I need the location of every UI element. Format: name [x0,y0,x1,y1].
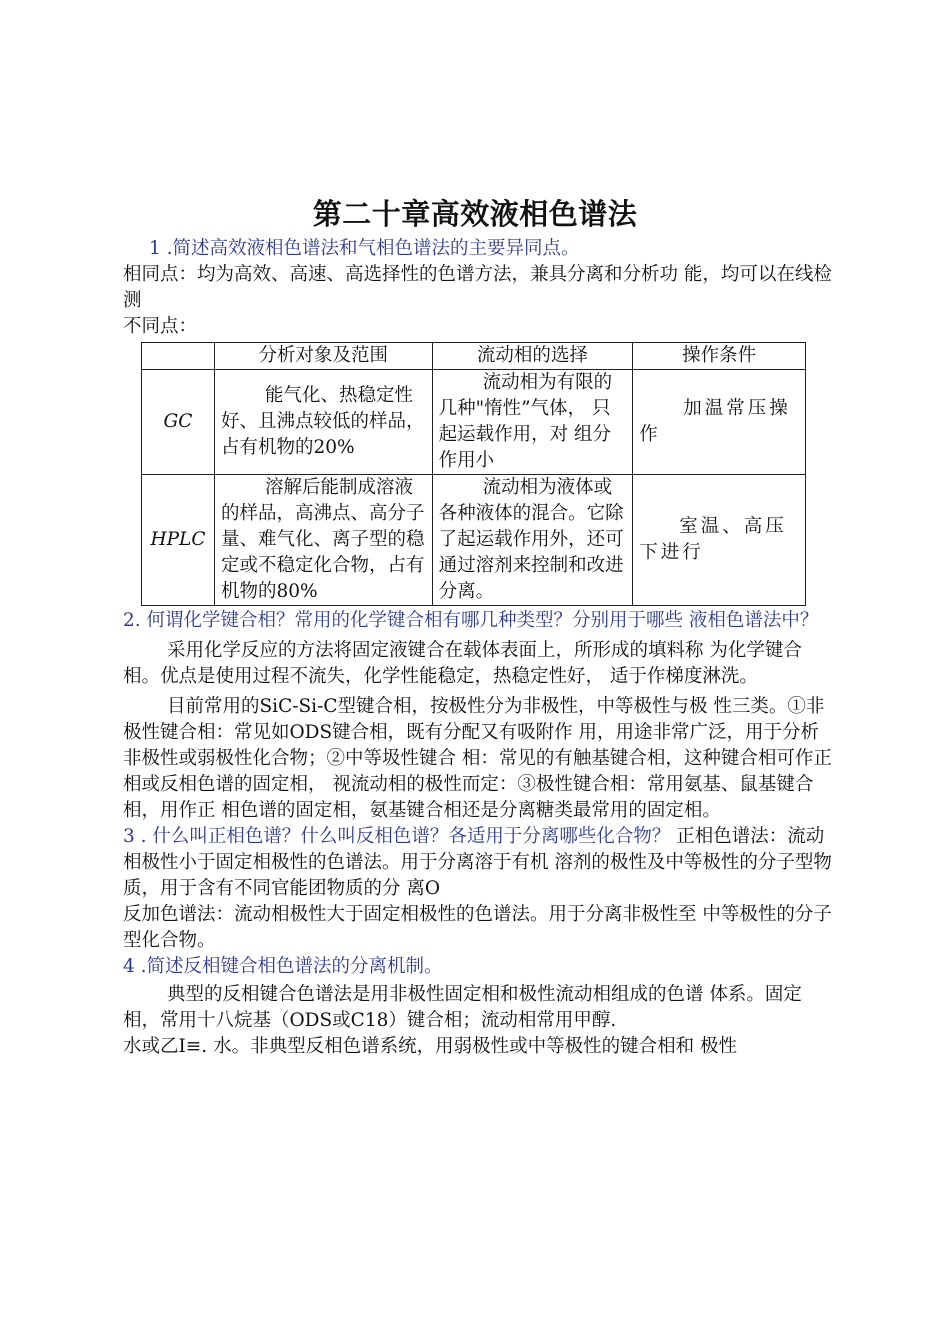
table-row [142,475,806,606]
q4-answer-paragraph-1: 典型的反相键合色谱法是用非极性固定相和极性流动相组成的色谱 体系。固定相，常用十八烷基（ODS或C18）键合相；流动相常用甲醇. [123,984,802,1031]
gc-scope-cell: 能气化、热稳定性好、且沸点较低的样品，占有机物的20% [214,370,432,475]
q4-answer-paragraph-2: 水或乙I≡. 水。非典型反相色谱系统，用弱极性或中等极性的键合相和 极性 [123,1036,737,1057]
table-header-conditions: 操作条件 [633,343,806,370]
q3-block [123,824,833,902]
comparison-table [141,342,806,606]
q1-same-points: 相同点：均为高效、高速、高选择性的色谱方法，兼具分离和分析功 能，均可以在线检测 [123,264,832,311]
q2-answer-paragraph-1: 采用化学反应的方法将固定液键合在载体表面上，所形成的填料称 为化学键合相。优点是使用过程不流失，化学性能稳定，热稳定性好， 适于作梯度淋洗。 [123,640,802,687]
document-body [123,236,833,1060]
hplc-mobile-cell: 流动相为液体或各种液体的混合。它除了起运载作用外，还可通过溶剂来控制和改进分离。 [432,475,633,606]
page-title: 第二十章高效液相色谱法 [312,197,638,231]
table-row [142,370,806,475]
question-3: 3 . 什么叫正相色谱？什么叫反相色谱？各适用于分离哪些化合物？ [123,826,671,847]
question-4: 4 .简述反相键合相色谱法的分离机制。 [123,956,443,977]
table-header-corner [142,343,215,370]
gc-condition-cell: 加温常压操作 [633,370,806,475]
q3-answer-normal-phase: 正相色谱法：流动相极性小于固定相极性的色谱法。用于分离溶于有机 溶剂的极性及中等极性的分子型物质，用于含有不同官能团物质的分 离O [123,826,832,899]
q1-diff-label: 不同点： [123,316,198,337]
question-1: 1 .简述高效液相色谱法和气相色谱法的主要异同点。 [149,238,580,259]
row-label-gc: GC [142,370,215,475]
table-header-mobile-phase: 流动相的选择 [432,343,633,370]
gc-mobile-cell: 流动相为有限的几种"惰性”气体， 只起运载作用，对 组分作用小 [432,370,633,475]
table-header-row [142,343,806,370]
row-label-hplc: HPLC [142,475,215,606]
table-header-scope: 分析对象及范围 [214,343,432,370]
q3-answer-reverse-phase: 反加色谱法：流动相极性大于固定相极性的色谱法。用于分离非极性至 中等极性的分子型化合物。 [123,904,832,951]
hplc-condition-cell: 室温、高压下进行 [633,475,806,606]
question-2: 2. 何谓化学键合相？常用的化学键合相有哪几种类型？分别用于哪些 液相色谱法中？ [123,610,819,631]
q2-answer-paragraph-2: 目前常用的SiC-Si-C型键合相，按极性分为非极性，中等极性与极 性三类。①非极性键合相：常见如ODS键合相，既有分配又有吸附作 用，用途非常广泛，用于分析非极性或弱极性化合物；②中等圾性键合 相：常见的有触基键合相，这种键合相可作正相或反相色谱的固定相， 视流动相的极性而定：③极性键合相：常用氨基、鼠基键合相，用作正 相色谱的固定相，氨基键合相还是分离糖类最常用的固定相。 [123,696,832,821]
hplc-scope-cell: 溶解后能制成溶液的样品，高沸点、高分子量、难气化、离子型的稳定或不稳定化合物，占有机物的80% [214,475,432,606]
